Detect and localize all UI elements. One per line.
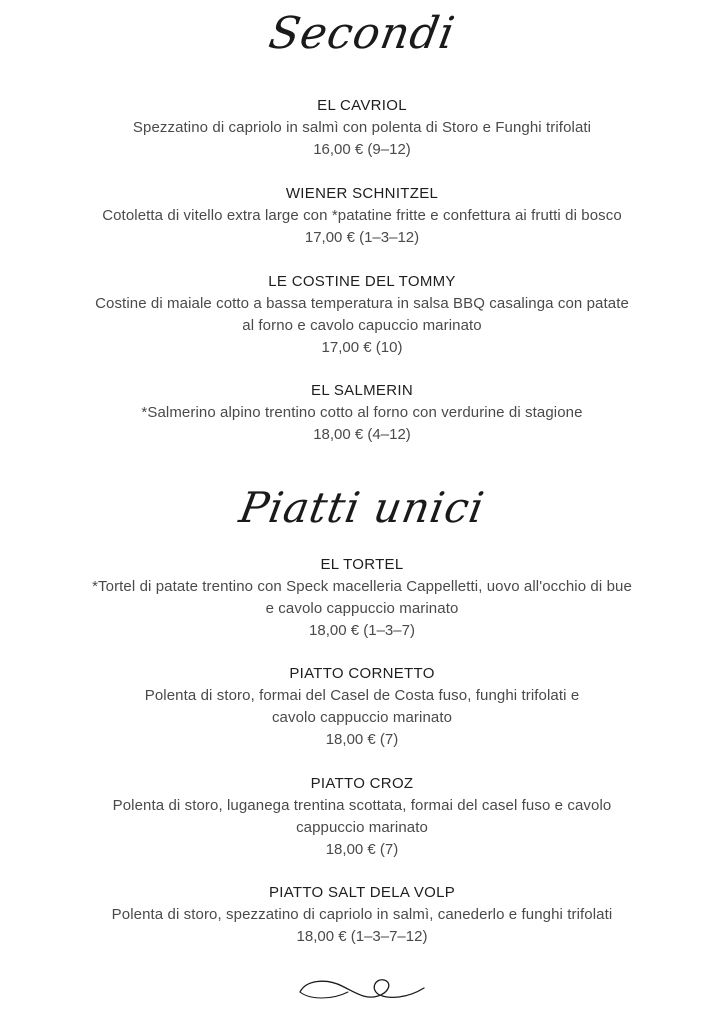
dish-el-salmerin (0, 380, 724, 446)
dish-name: EL TORTEL (320, 556, 404, 573)
dish-wiener-schnitzel (0, 183, 724, 249)
dish-description: Cotoletta di vitello extra large con *patatine fritte e confettura ai frutti di bosco (102, 207, 622, 224)
dish-description: *Salmerino alpino trentino cotto al forno con verdurine di stagione (141, 404, 583, 421)
dish-name: EL CAVRIOL (317, 97, 407, 114)
dish-piatto-croz (0, 773, 724, 861)
dish-description: Polenta di storo, luganega trentina scottata, formai del casel fuso e cavolo (112, 797, 612, 814)
dish-name: PIATTO SALT DELA VOLP (268, 884, 456, 901)
dish-description: Polenta di storo, formai del Casel de Costa fuso, funghi trifolati e (144, 687, 580, 704)
dish-price: 18,00 € (1–3–7) (309, 622, 415, 639)
dish-price: 18,00 € (7) (325, 731, 399, 748)
dish-piatto-salt-dela-volp (0, 882, 724, 948)
dish-el-tortel (0, 554, 724, 642)
dish-name: PIATTO CROZ (310, 775, 414, 792)
section-title-secondi: Secondi (265, 8, 460, 59)
dish-price: 16,00 € (9–12) (313, 141, 411, 158)
dish-el-cavriol (0, 95, 724, 161)
dish-price: 17,00 € (10) (321, 339, 403, 356)
dish-description: cappuccio marinato (296, 819, 428, 836)
dish-price: 17,00 € (1–3–12) (304, 229, 420, 246)
dish-le-costine-del-tommy (0, 271, 724, 359)
section-title-piatti-unici: Piatti unici (235, 483, 489, 532)
dish-description: Costine di maiale cotto a bassa temperatura in salsa BBQ casalinga con patate (95, 295, 629, 312)
dish-description: e cavolo cappuccio marinato (265, 600, 459, 617)
dish-name: PIATTO CORNETTO (289, 665, 435, 682)
dish-description: Spezzatino di capriolo in salmì con polenta di Storo e Funghi trifolati (132, 119, 592, 136)
dish-description: cavolo cappuccio marinato (271, 709, 453, 726)
dish-price: 18,00 € (4–12) (313, 426, 411, 443)
dish-price: 18,00 € (1–3–7–12) (296, 928, 428, 945)
dish-description: al forno e cavolo capuccio marinato (242, 317, 482, 334)
dish-name: EL SALMERIN (311, 382, 413, 399)
dish-description: *Tortel di patate trentino con Speck macelleria Cappelletti, uovo all'occhio di bue (92, 578, 632, 595)
flourish-ornament-icon (296, 970, 428, 1006)
dish-description: Polenta di storo, spezzatino di capriolo in salmì, canederlo e funghi trifolati (111, 906, 613, 923)
dish-name: WIENER SCHNITZEL (285, 185, 439, 202)
dish-piatto-cornetto (0, 663, 724, 751)
dish-price: 18,00 € (7) (325, 841, 399, 858)
dish-name: LE COSTINE DEL TOMMY (268, 273, 456, 290)
